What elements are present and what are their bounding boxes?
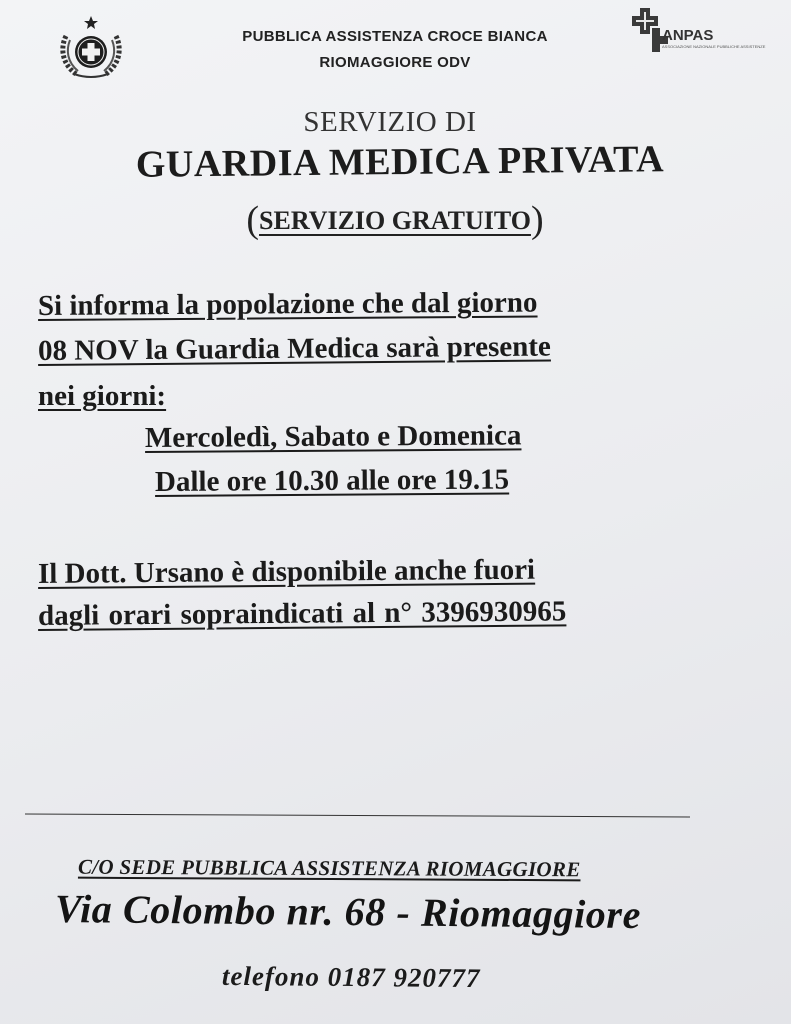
- notice-line-2: 08 NOV la Guardia Medica sarà presente: [37, 330, 551, 367]
- free-service-subtitle: [190, 198, 600, 242]
- anpas-logo-text: ANPAS: [662, 27, 714, 44]
- divider-line: [25, 814, 690, 818]
- close-paren: ): [530, 199, 544, 241]
- notice-line-3: nei giorni:: [38, 380, 167, 412]
- organization-location: RIOMAGGIORE ODV: [319, 54, 471, 71]
- open-paren: (: [246, 199, 260, 241]
- subtitle-text: SERVIZIO GRATUITO: [259, 206, 531, 235]
- doctor-line-1: Il Dott. Ursano è disponibile anche fuori: [37, 553, 536, 590]
- service-hours: Dalle ore 10.30 alle ore 19.15: [154, 463, 510, 498]
- footer-phone: telefono 0187 920777: [221, 960, 481, 994]
- organization-name: PUBBLICA ASSISTENZA CROCE BIANCA: [242, 28, 548, 45]
- anpas-logo-subtext: ASSOCIAZIONE NAZIONALE PUBBLICHE ASSISTENZE: [662, 44, 766, 49]
- footer-address: Via Colombo nr. 68 - Riomaggiore: [54, 885, 642, 938]
- page-title: GUARDIA MEDICA PRIVATA: [135, 138, 665, 186]
- doctor-line-2: dagli orari sopraindicati al n° 3396930965: [37, 595, 567, 632]
- croce-bianca-emblem-icon: [52, 14, 130, 80]
- footer-location: C/O SEDE PUBBLICA ASSISTENZA RIOMAGGIORE: [77, 854, 581, 882]
- notice-line-1: Si informa la popolazione che dal giorno: [37, 286, 538, 322]
- pretitle: SERVIZIO DI: [303, 106, 477, 138]
- service-days: Mercoledì, Sabato e Domenica: [144, 419, 522, 454]
